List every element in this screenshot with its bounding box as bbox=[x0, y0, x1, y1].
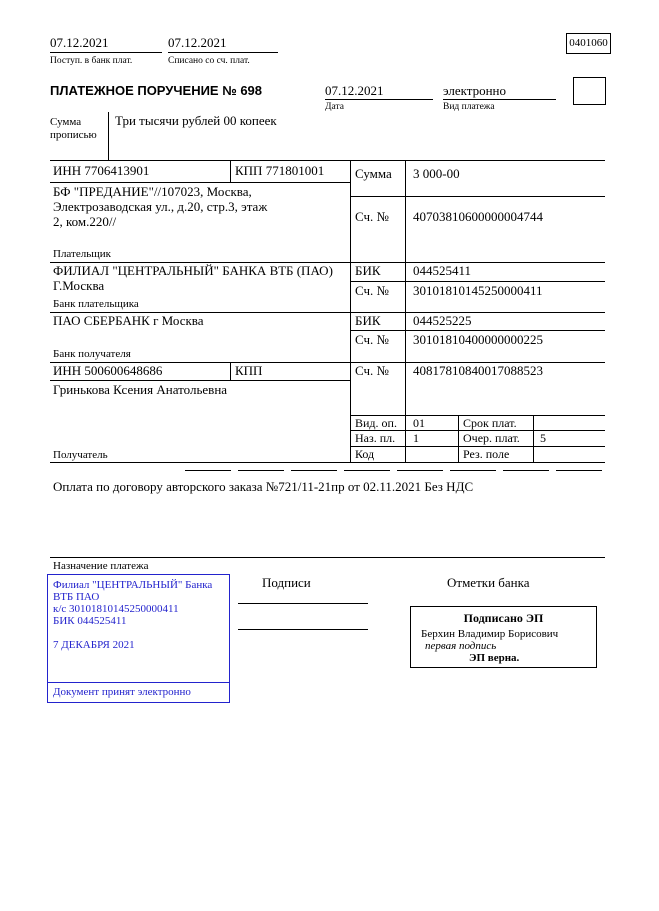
payee-bank-bik-label: БИК bbox=[355, 313, 381, 328]
amount-words-label-2: прописью bbox=[50, 129, 97, 141]
payment-kind-underline bbox=[443, 99, 556, 100]
table-line bbox=[350, 330, 605, 331]
form-code-box: 0401060 bbox=[566, 33, 611, 54]
payer-kpp: КПП 771801001 bbox=[235, 163, 325, 178]
received-date: 07.12.2021 bbox=[50, 35, 109, 50]
purpose-code-label: Наз. пл. bbox=[355, 431, 396, 445]
table-line bbox=[50, 380, 350, 381]
table-line bbox=[458, 415, 459, 462]
priority-value: 5 bbox=[540, 431, 546, 445]
ep-signature-kind: первая подпись bbox=[425, 640, 497, 652]
debited-label: Списано со сч. плат. bbox=[168, 56, 250, 66]
payer-bank-bik: 044525411 bbox=[413, 263, 472, 278]
stamp-divider-line bbox=[48, 682, 229, 683]
payer-name-line3: 2, ком.220// bbox=[53, 214, 117, 229]
ep-signer-name: Берхин Владимир Борисович bbox=[421, 628, 559, 640]
signature-line-1 bbox=[238, 603, 368, 604]
ep-verdict: ЭП верна. bbox=[469, 652, 520, 664]
stamp-corr-account: к/с 30101810145250000411 bbox=[53, 603, 179, 615]
tax-field-mark bbox=[450, 470, 496, 471]
payer-bank-section-label: Банк плательщика bbox=[53, 298, 139, 310]
tax-field-mark bbox=[503, 470, 549, 471]
amount-in-words: Три тысячи рублей 00 копеек bbox=[115, 113, 277, 128]
payee-bank-bik: 044525225 bbox=[413, 313, 472, 328]
payment-purpose-label: Назначение платежа bbox=[53, 560, 149, 572]
payee-kpp-label: КПП bbox=[235, 363, 263, 378]
priority-label: Очер. плат. bbox=[463, 431, 520, 445]
payee-account-label: Сч. № bbox=[355, 363, 389, 378]
table-line bbox=[350, 160, 351, 462]
payer-bank-account-label: Сч. № bbox=[355, 283, 389, 298]
tax-field-mark bbox=[344, 470, 390, 471]
sum-label: Сумма bbox=[355, 166, 392, 181]
payer-name-line2: Электрозаводская ул., д.20, стр.3, этаж bbox=[53, 199, 268, 214]
tax-field-mark bbox=[185, 470, 231, 471]
payer-bank-account: 30101810145250000411 bbox=[413, 283, 543, 298]
op-kind-label: Вид. оп. bbox=[355, 416, 397, 430]
doc-title: ПЛАТЕЖНОЕ ПОРУЧЕНИЕ № 698 bbox=[50, 83, 263, 98]
amount-words-divider bbox=[108, 112, 109, 160]
electronic-signature-box bbox=[410, 606, 597, 668]
payee-bank-account: 30101810400000000225 bbox=[413, 332, 543, 347]
doc-date-label: Дата bbox=[325, 102, 344, 112]
stamp-bik: БИК 044525411 bbox=[53, 615, 127, 627]
payment-purpose-text: Оплата по договору авторского заказа №721/11-21пр от 02.11.2021 Без НДС bbox=[53, 479, 474, 494]
stamp-date: 7 ДЕКАБРЯ 2021 bbox=[53, 639, 135, 651]
received-date-underline bbox=[50, 52, 162, 53]
payer-name-line1: БФ "ПРЕДАНИЕ"//107023, Москва, bbox=[53, 184, 252, 199]
bank-acceptance-stamp bbox=[47, 574, 230, 703]
signature-line-2 bbox=[238, 629, 368, 630]
table-line bbox=[533, 415, 534, 462]
tax-field-mark bbox=[397, 470, 443, 471]
payer-bank-bik-label: БИК bbox=[355, 263, 381, 278]
payer-account-label: Сч. № bbox=[355, 209, 389, 224]
payee-inn: ИНН 500600648686 bbox=[53, 363, 163, 378]
signatures-label: Подписи bbox=[262, 575, 311, 590]
payer-account: 40703810600000004744 bbox=[413, 209, 543, 224]
table-line bbox=[350, 281, 605, 282]
payment-kind-label: Вид платежа bbox=[443, 102, 495, 112]
payer-bank-name-line2: Г.Москва bbox=[53, 278, 105, 293]
amount-words-label-1: Сумма bbox=[50, 116, 82, 128]
payer-bank-name-line1: ФИЛИАЛ "ЦЕНТРАЛЬНЫЙ" БАНКА ВТБ (ПАО) bbox=[53, 263, 333, 278]
doc-date-underline bbox=[325, 99, 433, 100]
reserve-field-label: Рез. поле bbox=[463, 447, 510, 461]
payee-account: 40817810840017088523 bbox=[413, 363, 543, 378]
ep-signed-title: Подписано ЭП bbox=[463, 611, 544, 625]
purpose-code-value: 1 bbox=[413, 431, 419, 445]
payment-kind: электронно bbox=[443, 83, 507, 98]
stamp-footer: Документ принят электронно bbox=[53, 686, 191, 698]
payee-name: Гринькова Ксения Анатольевна bbox=[53, 382, 228, 397]
debited-date: 07.12.2021 bbox=[168, 35, 227, 50]
table-line bbox=[405, 160, 406, 462]
payee-bank-section-label: Банк получателя bbox=[53, 348, 131, 360]
payer-section-label: Плательщик bbox=[53, 248, 111, 260]
pay-term-label: Срок плат. bbox=[463, 416, 517, 430]
sum-value: 3 000-00 bbox=[413, 166, 460, 181]
table-line bbox=[230, 362, 231, 380]
received-label: Поступ. в банк плат. bbox=[50, 56, 133, 66]
debited-date-underline bbox=[168, 52, 278, 53]
table-line bbox=[230, 160, 231, 182]
op-kind-value: 01 bbox=[413, 416, 425, 430]
table-line bbox=[50, 462, 605, 463]
table-line bbox=[50, 182, 350, 183]
payee-bank-name: ПАО СБЕРБАНК г Москва bbox=[53, 313, 204, 328]
purpose-underline bbox=[50, 557, 605, 558]
tax-field-mark bbox=[556, 470, 602, 471]
payer-inn: ИНН 7706413901 bbox=[53, 163, 150, 178]
payee-section-label: Получатель bbox=[53, 449, 108, 461]
stamp-bank-name-line2: ВТБ ПАО bbox=[53, 591, 100, 603]
bank-marks-label: Отметки банка bbox=[447, 575, 530, 590]
status-code-box bbox=[573, 77, 606, 105]
stamp-bank-name-line1: Филиал "ЦЕНТРАЛЬНЫЙ" Банка bbox=[53, 579, 213, 591]
table-line bbox=[50, 160, 605, 161]
payee-bank-account-label: Сч. № bbox=[355, 332, 389, 347]
code-label: Код bbox=[355, 447, 375, 461]
table-line bbox=[350, 196, 605, 197]
tax-field-mark bbox=[238, 470, 284, 471]
tax-field-mark bbox=[291, 470, 337, 471]
doc-date: 07.12.2021 bbox=[325, 83, 384, 98]
